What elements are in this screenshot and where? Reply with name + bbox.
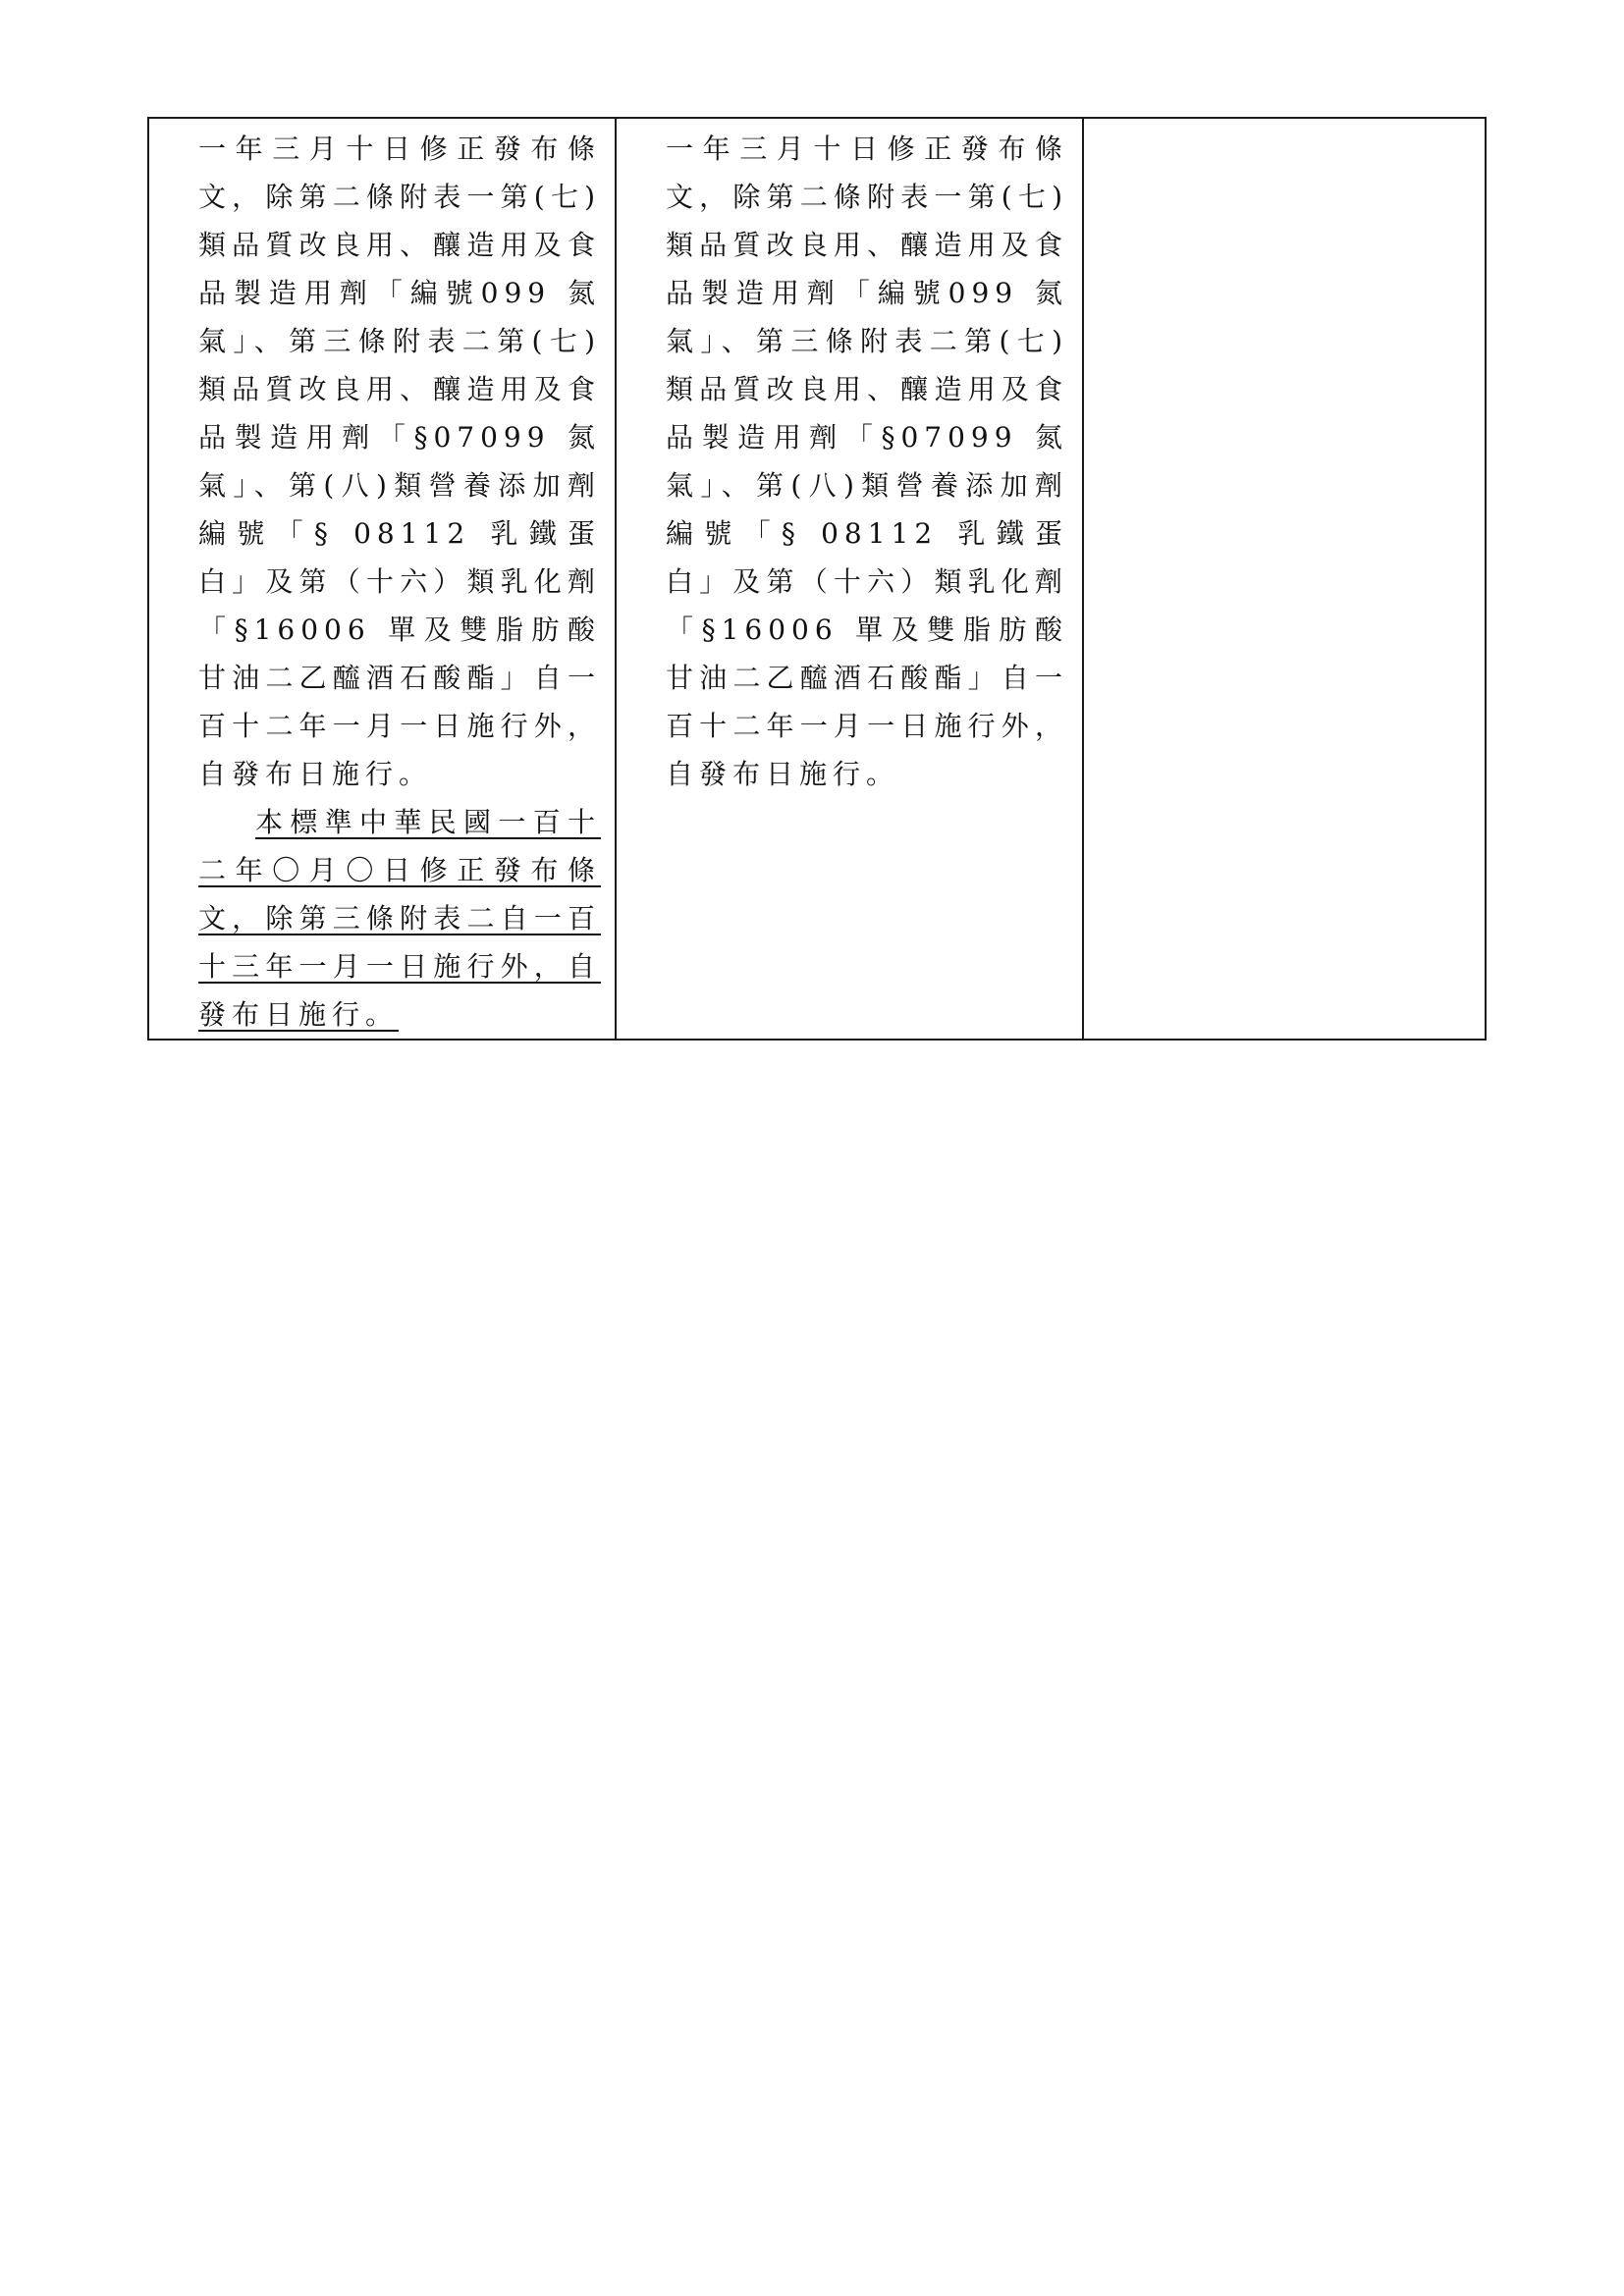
amended-paragraph: 一年三月十日修正發布條文，除第二條附表一第(七)類品質改良用、釀造用及食品製造用劑「編號099 氮氣」、第三條附表二第(七)類品質改良用、釀造用及食品製造用劑「§07099 氮氣」、第(八)類營養添加劑編號「§ 08112 乳鐵蛋白」及第（十六）類乳化劑「§16006 單及雙脂肪酸甘油二乙醯酒石酸酯」自一百十二年一月一日施行外，自發布日施行。 (198, 133, 601, 790)
underlined-amendment-text: 本標準中華民國一百十二年〇月〇日修正發布條文，除第三條附表二自一百十三年一月一日施行外，自發布日施行。 (198, 806, 601, 1031)
explanation-cell (1083, 118, 1486, 1040)
amended-text-cell (148, 118, 616, 1040)
amended-new-paragraph (198, 798, 601, 1039)
comparison-table (147, 117, 1487, 1041)
current-text-cell (616, 118, 1083, 1040)
table-row (148, 118, 1486, 1040)
current-paragraph: 一年三月十日修正發布條文，除第二條附表一第(七)類品質改良用、釀造用及食品製造用劑「編號099 氮氣」、第三條附表二第(七)類品質改良用、釀造用及食品製造用劑「§07099 氮氣」、第(八)類營養添加劑編號「§ 08112 乳鐵蛋白」及第（十六）類乳化劑「§16006 單及雙脂肪酸甘油二乙醯酒石酸酯」自一百十二年一月一日施行外，自發布日施行。 (666, 133, 1068, 790)
